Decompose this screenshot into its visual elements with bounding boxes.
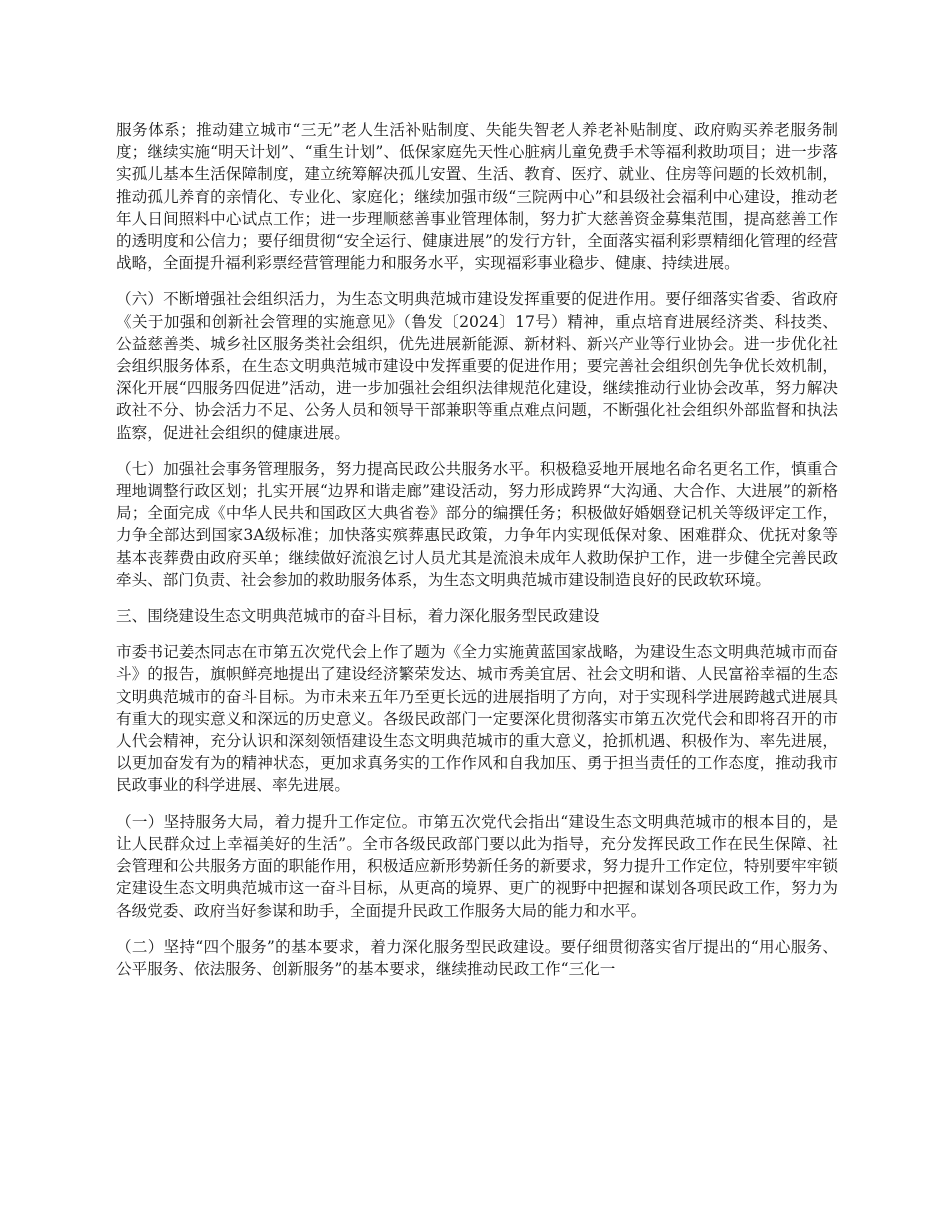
paragraph-welfare-system: 服务体系；推动建立城市“三无”老人生活补贴制度、失能失智老人养老补贴制度、政府购买养老服务制度；继续实施“明天计划”、“重生计划”、低保家庭先天性心脏病儿童免费手术等福利救助项目；进一步落实孤儿基本生活保障制度，建立统筹解决孤儿安置、生活、教育、医疗、就业、住房等问题的长效机制，推动孤儿养育的亲情化、专业化、家庭化；继续加强市级“三院两中心”和县级社会福利中心建设，推动老年人日间照料中心试点工作；进一步理顺慈善事业管理体制，努力扩大慈善资金募集范围，提高慈善工作的透明度和公信力；要仔细贯彻“安全运行、健康进展”的发行方针，全面落实福利彩票精细化管理的经营战略，全面提升福利彩票经营管理能力和服务水平，实现福彩事业稳步、健康、持续进展。 bbox=[116, 121, 838, 273]
document-page bbox=[116, 119, 838, 994]
paragraph-serve-overall: （一）坚持服务大局，着力提升工作定位。市第五次党代会指出“建设生态文明典范城市的根本目的，是让人民群众过上幸福美好的生活”。全市各级民政部门要以此为指导，充分发挥民政工作在民生保障、社会管理和公共服务方面的职能作用，积极适应新形势新任务的新要求，努力提升工作定位，特别要牢牢锁定建设生态文明典范城市这一奋斗目标，从更高的境界、更广的视野中把握和谋划各项民政工作，努力为各级党委、政府当好参谋和助手，全面提升民政工作服务大局的能力和水平。 bbox=[116, 812, 838, 920]
paragraph-party-congress-report: 市委书记姜杰同志在市第五次党代会上作了题为《全力实施黄蓝国家战略，为建设生态文明典范城市而奋斗》的报告，旗帜鲜亮地提出了建设经济繁荣发达、城市秀美宜居、社会文明和谐、人民富裕幸福的生态文明典范城市的奋斗目标。为市未来五年乃至更长远的进展指明了方向，对于实现科学进展跨越式进展具有重大的现实意义和深远的历史意义。各级民政部门一定要深化贯彻落实市第五次党代会和即将召开的市人代会精神，充分认识和深刻领悟建设生态文明典范城市的重大意义，抢抓机遇、积极作为、率先进展，以更加奋发有为的精神状态，更加求真务实的工作作风和自我加压、勇于担当责任的工作态度，推动我市民政事业的科学进展、率先进展。 bbox=[116, 643, 838, 795]
paragraph-social-affairs: （七）加强社会事务管理服务，努力提高民政公共服务水平。积极稳妥地开展地名命名更名工作，慎重合理地调整行政区划；扎实开展“边界和谐走廊”建设活动，努力形成跨界“大沟通、大合作、大进展”的新格局；全面完成《中华人民共和国政区大典省卷》部分的编撰任务；积极做好婚姻登记机关等级评定工作，力争全部达到国家3A级标准；加快落实殡葬惠民政策，力争年内实现低保对象、困难群众、优抚对象等基本丧葬费由政府买单；继续做好流浪乞讨人员尤其是流浪未成年人救助保护工作，进一步健全完善民政牵头、部门负责、社会参加的救助服务体系，为生态文明典范城市建设制造良好的民政软环境。 bbox=[116, 459, 838, 589]
section-heading-three: 三、围绕建设生态文明典范城市的奋斗目标，着力深化服务型民政建设 bbox=[116, 607, 600, 626]
paragraph-four-services: （二）坚持“四个服务”的基本要求，着力深化服务型民政建设。要仔细贯彻落实省厅提出的“用心服务、公平服务、依法服务、创新服务”的基本要求，继续推动民政工作“三化一 bbox=[116, 937, 838, 978]
paragraph-social-organizations: （六）不断增强社会组织活力，为生态文明典范城市建设发挥重要的促进作用。要仔细落实省委、省政府《关于加强和创新社会管理的实施意见》（鲁发〔2024〕17号）精神，重点培育进展经济类、科技类、公益慈善类、城乡社区服务类社会组织，优先进展新能源、新材料、新兴产业等行业协会。进一步优化社会组织服务体系，在生态文明典范城市建设中发挥重要的促进作用；要完善社会组织创先争优长效机制，深化开展“四服务四促进”活动，进一步加强社会组织法律规范化建设，继续推动行业协会改革，努力解决政社不分、协会活力不足、公务人员和领导干部兼职等重点难点问题，不断强化社会组织外部监督和执法监察，促进社会组织的健康进展。 bbox=[116, 290, 838, 442]
